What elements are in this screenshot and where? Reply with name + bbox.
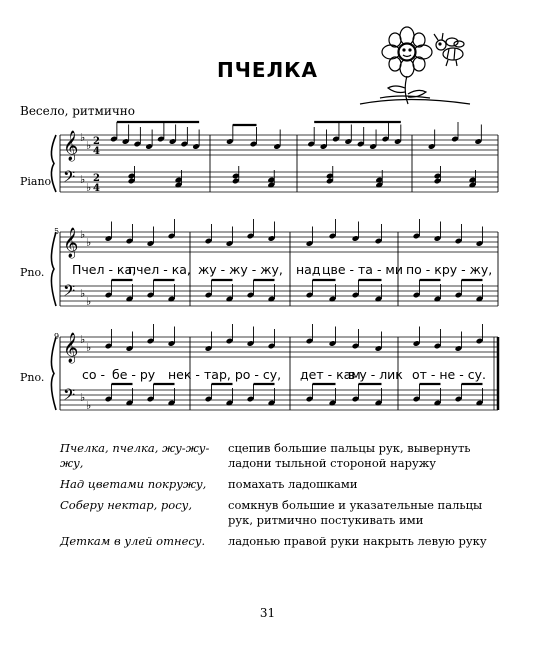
instruction-row xyxy=(60,534,520,549)
lyric: по - кру - жу, xyxy=(406,262,493,277)
flat-sign: ♭ xyxy=(80,228,86,241)
gesture-instructions xyxy=(60,441,520,555)
flat-sign: ♭ xyxy=(80,287,86,300)
time-signature: 2 xyxy=(93,173,100,184)
flat-sign: ♭ xyxy=(80,131,86,144)
flat-sign: ♭ xyxy=(80,173,86,186)
gesture-text xyxy=(228,498,520,528)
treble-clef: 𝄞 xyxy=(63,228,79,258)
instruction-row xyxy=(60,477,520,492)
gesture-line: ладонью правой руки накрыть левую руку xyxy=(228,534,487,548)
lyric: тар, ро - су, xyxy=(204,367,282,382)
flat-sign: ♭ xyxy=(86,341,92,354)
gesture-text xyxy=(228,441,520,471)
flat-sign: ♭ xyxy=(86,236,92,249)
gesture-line: сомкнув большие и указательные пальцы xyxy=(228,498,483,512)
verse-line: Пчелка, пчелка, жу-жу-жу, xyxy=(60,441,210,470)
lyric: жу - жу - жу, xyxy=(198,262,283,277)
lyric: от - не - су. xyxy=(412,367,486,382)
bass-clef: 𝄢 xyxy=(63,386,76,408)
treble-clef: 𝄞 xyxy=(63,333,79,363)
flat-sign: ♭ xyxy=(86,181,92,194)
page-number: 31 xyxy=(259,606,276,620)
gesture-text xyxy=(228,477,520,492)
verse-line: Деткам в улей отнесу. xyxy=(60,534,206,548)
instrument-label-piano: Piano xyxy=(20,175,52,188)
flat-sign: ♭ xyxy=(80,333,86,346)
instruction-row xyxy=(60,441,520,471)
brace xyxy=(51,135,56,192)
lyric: со - xyxy=(82,367,106,382)
lyric: цве - та - ми xyxy=(322,262,403,277)
lyric: дет - кам xyxy=(300,367,361,382)
instrument-label-pno-2: Pno. xyxy=(20,266,45,279)
measure-number-9: 9 xyxy=(54,332,60,341)
lyric: Пчел - ка, xyxy=(72,262,137,277)
flat-sign: ♭ xyxy=(86,399,92,412)
gesture-line: ладони тыльной стороной наружу xyxy=(228,456,437,470)
brace xyxy=(51,232,56,306)
verse-line: Над цветами покружу, xyxy=(60,477,207,491)
flat-sign: ♭ xyxy=(80,391,86,404)
time-signature: 2 xyxy=(93,136,100,147)
song-title: ПЧЕЛКА xyxy=(217,58,318,82)
time-signature: 4 xyxy=(93,183,100,194)
bass-clef: 𝄢 xyxy=(63,282,76,304)
gesture-text xyxy=(228,534,520,549)
time-signature: 4 xyxy=(93,146,100,157)
gesture-line: сцепив большие пальцы рук, вывернуть xyxy=(228,441,471,455)
gesture-line: помахать ладошками xyxy=(228,477,358,491)
lyric: нек - xyxy=(168,367,200,382)
lyric: в у - лик xyxy=(348,367,403,382)
brace xyxy=(51,337,56,410)
flat-sign: ♭ xyxy=(86,139,92,152)
bass-clef: 𝄢 xyxy=(63,168,76,190)
instrument-label-pno-3: Pno. xyxy=(20,371,45,384)
gesture-line: рук, ритмично постукивать ими xyxy=(228,513,424,527)
flat-sign: ♭ xyxy=(86,295,92,308)
lyric: бе - ру xyxy=(112,367,156,382)
measure-number-5: 5 xyxy=(54,227,60,236)
lyric: пчел - ка, xyxy=(128,262,191,277)
instruction-row xyxy=(60,498,520,528)
verse-line: Соберу нектар, росу, xyxy=(60,498,192,512)
treble-clef: 𝄞 xyxy=(63,131,79,161)
lyric: над xyxy=(296,262,321,277)
tempo-marking: Весело, ритмично xyxy=(20,104,136,118)
